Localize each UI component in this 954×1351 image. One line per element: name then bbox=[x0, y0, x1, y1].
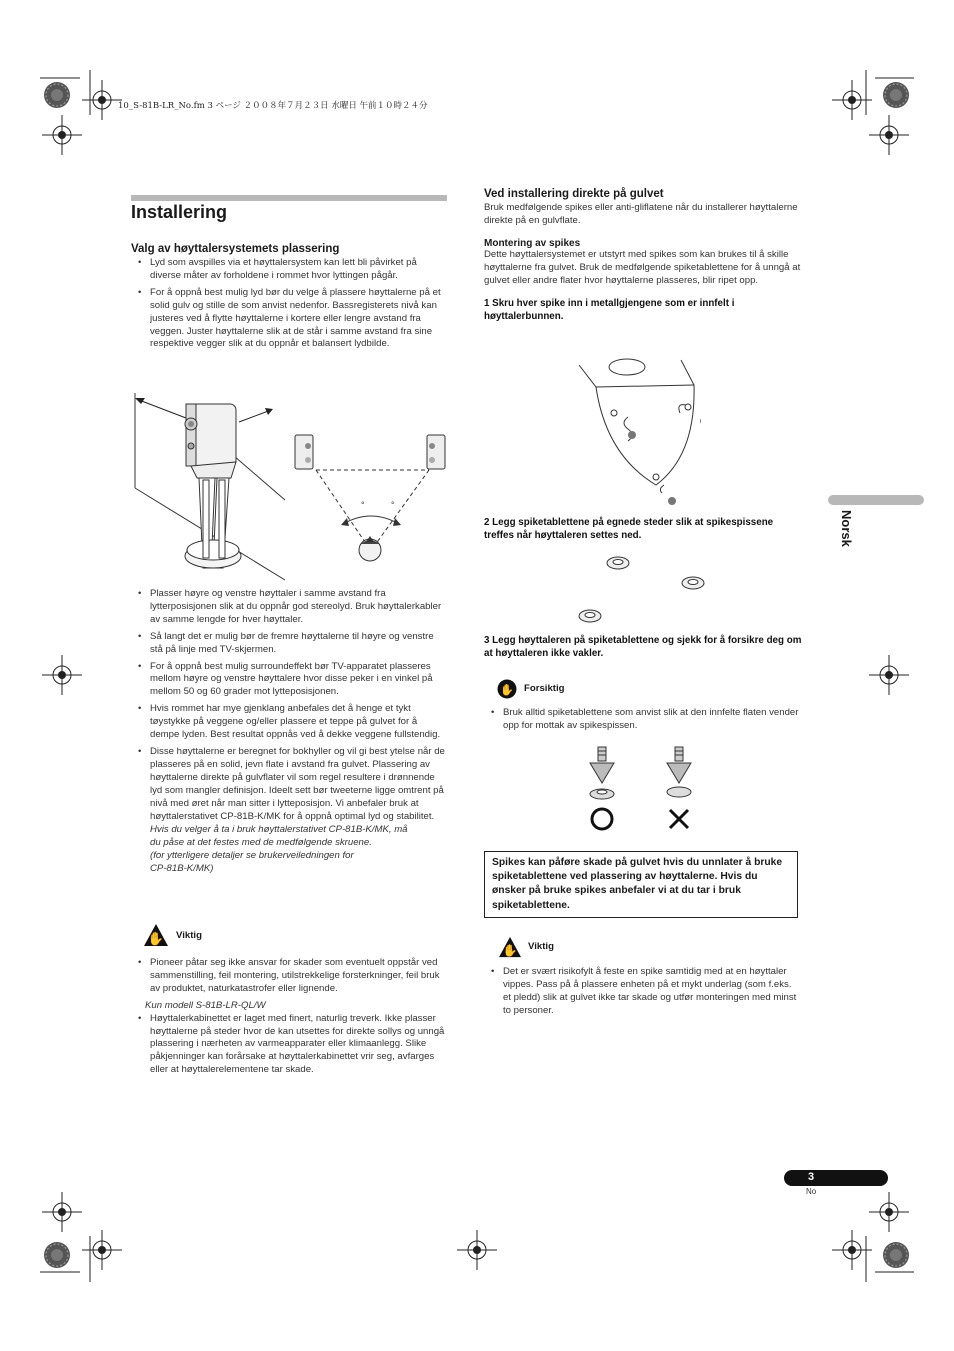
list-item: • Pioneer påtar seg ikke ansvar for skader som eventuelt oppstår ved sammenstilling, feil montering, utilstrekkelige forsterkninger, feil bruk av produktet, naturkatastrofer eller lignende. bbox=[131, 957, 449, 996]
correct-incorrect-diagram bbox=[585, 745, 695, 835]
floor-intro: Bruk medfølgende spikes eller anti-gliflatene når du installerer høyttalerne direkte på en gulvflate. bbox=[484, 202, 798, 226]
section-heading-placement: Valg av høyttalersystemets plassering bbox=[131, 243, 340, 255]
model-note: Kun modell S-81B-LR-QL/W bbox=[145, 999, 266, 1011]
important-bullets-left bbox=[131, 957, 449, 996]
svg-text:✋: ✋ bbox=[500, 684, 514, 697]
svg-text:✋: ✋ bbox=[502, 943, 518, 958]
left-section-3 bbox=[131, 957, 449, 1081]
bullet-list-a bbox=[131, 257, 449, 351]
left-section-1 bbox=[131, 243, 449, 355]
page-language-code: No bbox=[806, 1187, 817, 1196]
angle-label-right: ° bbox=[391, 500, 395, 510]
bullet-list-b bbox=[131, 588, 449, 823]
page-number-pill bbox=[784, 1170, 888, 1186]
language-side-tab bbox=[828, 495, 924, 505]
spike-mounting-diagram bbox=[576, 355, 701, 505]
caution-bullets bbox=[484, 707, 802, 733]
list-item: • For å oppnå best mulig surroundeffekt bør TV-apparatet plasseres mellom høyre og venstre høyttalere hvor disse peker i en vinkel på mellom 50 og 60 grader mot lytteposisjonen. bbox=[131, 661, 449, 700]
list-item: • Hvis rommet har mye gjenklang anbefales det å henge et tykt tøystykke på veggene og/eller plassere et teppe på gulvet for å dempe lyden. Best resultat oppnås ved å dekke veggene fullstendig. bbox=[131, 703, 449, 742]
page-title: Installering bbox=[131, 202, 228, 222]
list-item: • Bruk alltid spiketablettene som anvist slik at den innfelte flaten vender opp for mottak av spikespissen. bbox=[484, 707, 802, 733]
list-item: • Høyttalerkabinettet er laget med finert, naturlig treverk. Ikke plasser høyttalerne på steder hvor de kan utsettes for direkte sollys og unngå plassering i nærheten av varmeapparater eller klimaanlegg. Slike påkjenninger kan forårsake at høyttalerkabinettet vrir seg, avfarges eller at høyttalerelementene tar skade. bbox=[131, 1013, 449, 1078]
list-item: • For å oppnå best mulig lyd bør du velge å plassere høyttalerne på et solid gulv og stille de som anvist nedenfor. Bassregisterets nivå kan justeres ved å flytte høyttalerne i kortere eller lengre avstand fra veggen. Juster høyttalerne slik at de står i samme avstand fra sine respektive vegger slik at du oppnår et balansert lydbilde. bbox=[131, 287, 449, 352]
model-bullets bbox=[131, 1013, 449, 1078]
important-warning-icon bbox=[143, 923, 169, 947]
list-item: • Lyd som avspilles via et høyttalersystem kan lett bli påvirket på diverse måter av forholdene i rommet hvor lyttingen pågår. bbox=[131, 257, 449, 283]
angle-label-left: ° bbox=[361, 500, 365, 510]
language-side-label: Norsk bbox=[839, 510, 854, 547]
spikes-text: Dette høyttalersystemet er utstyrt med spikes som kan brukes til å skille høyttalerne fra gulvet. Bruk de medfølgende spiketablettene for å unngå at gulvet eller andre flater hvor høyttalerne plasseres, blir ripet opp. bbox=[484, 248, 801, 286]
speaker-placement-diagram bbox=[131, 388, 449, 584]
step-1: 1 Skru hver spike inn i metallgjengene som er innfelt i høyttalerbunnen. bbox=[484, 297, 735, 322]
spike-tablets-diagram bbox=[570, 553, 730, 628]
important-label-left: Viktig bbox=[176, 930, 202, 941]
title-bar bbox=[131, 195, 447, 201]
page-number: 3 bbox=[808, 1171, 815, 1183]
caution-section bbox=[484, 707, 802, 737]
list-item: • Det er svært risikofylt å feste en spike samtidig med at en høyttaler vippes. Pass på å plassere enheten på et mykt underlag (som f.eks. et pledd) slik at gulvet ikke tar skade og utfør monteringen med minst to personer. bbox=[484, 966, 802, 1018]
spike-warning-box: Spikes kan påføre skade på gulvet hvis du unnlater å bruke spiketablettene ved plassering av høyttalerne. Hvis du ønsker på bruke spikes anbefaler vi at du tar i bruk spiketablettene. bbox=[484, 851, 798, 918]
svg-text:✋: ✋ bbox=[147, 931, 165, 946]
right-section-1 bbox=[484, 188, 802, 323]
list-item: • Plasser høyre og venstre høyttaler i samme avstand fra lytterposisjonen slik at du oppnår god stereolyd. Bruk høyttalerkabler av samme lengde for hver høyttaler. bbox=[131, 588, 449, 627]
step-2: 2 Legg spiketablettene på egnede steder slik at spikespissene treffes når høyttaleren settes ned. bbox=[484, 517, 774, 541]
caution-hand-icon bbox=[497, 679, 517, 699]
step-3: 3 Legg høyttaleren på spiketablettene og sjekk for å forsikre deg om at høyttaleren ikke vakler. bbox=[484, 635, 802, 659]
list-item: • Disse høyttalerne er beregnet for bokhyller og vil gi best ytelse når de plasseres på en solid, jevn flate i avstand fra gulvet. Plassering av høyttalerne direkte på gulvflater vil som regel resultere i drønnende lyd som mangler definisjon. Ideelt sett bør tweeterne ligge omtrent på nivå med øret når man sitter i lytteposisjon. Vi anbefaler bruk at høyttalerstativet CP-81B-K/MK for å oppnå optimal lyd og stabilitet. bbox=[131, 746, 449, 823]
important-warning-icon bbox=[498, 936, 522, 958]
subheading-spikes: Montering av spikes bbox=[484, 237, 581, 249]
caution-label: Forsiktig bbox=[524, 683, 565, 694]
list-item: • Så langt det er mulig bør de fremre høyttalerne til høyre og venstre stå på linje med TV-skjermen. bbox=[131, 631, 449, 657]
stand-note: Hvis du velger å ta i bruk høyttalerstativet CP-81B-K/MK, må du påse at det festes med de medfølgende skruene. (for ytterligere detaljer se brukerveiledningen for CP-81B-K/MK) bbox=[150, 824, 408, 875]
right-important-section bbox=[484, 966, 802, 1022]
section-heading-floor: Ved installering direkte på gulvet bbox=[484, 188, 664, 200]
file-header-line: 10_S-81B-LR_No.fm 3 ページ ２００８年７月２３日 水曜日 午前１０時２４分 bbox=[118, 101, 428, 111]
important-bullets-right bbox=[484, 966, 802, 1018]
important-label-right: Viktig bbox=[528, 941, 554, 952]
left-section-2 bbox=[131, 588, 449, 876]
